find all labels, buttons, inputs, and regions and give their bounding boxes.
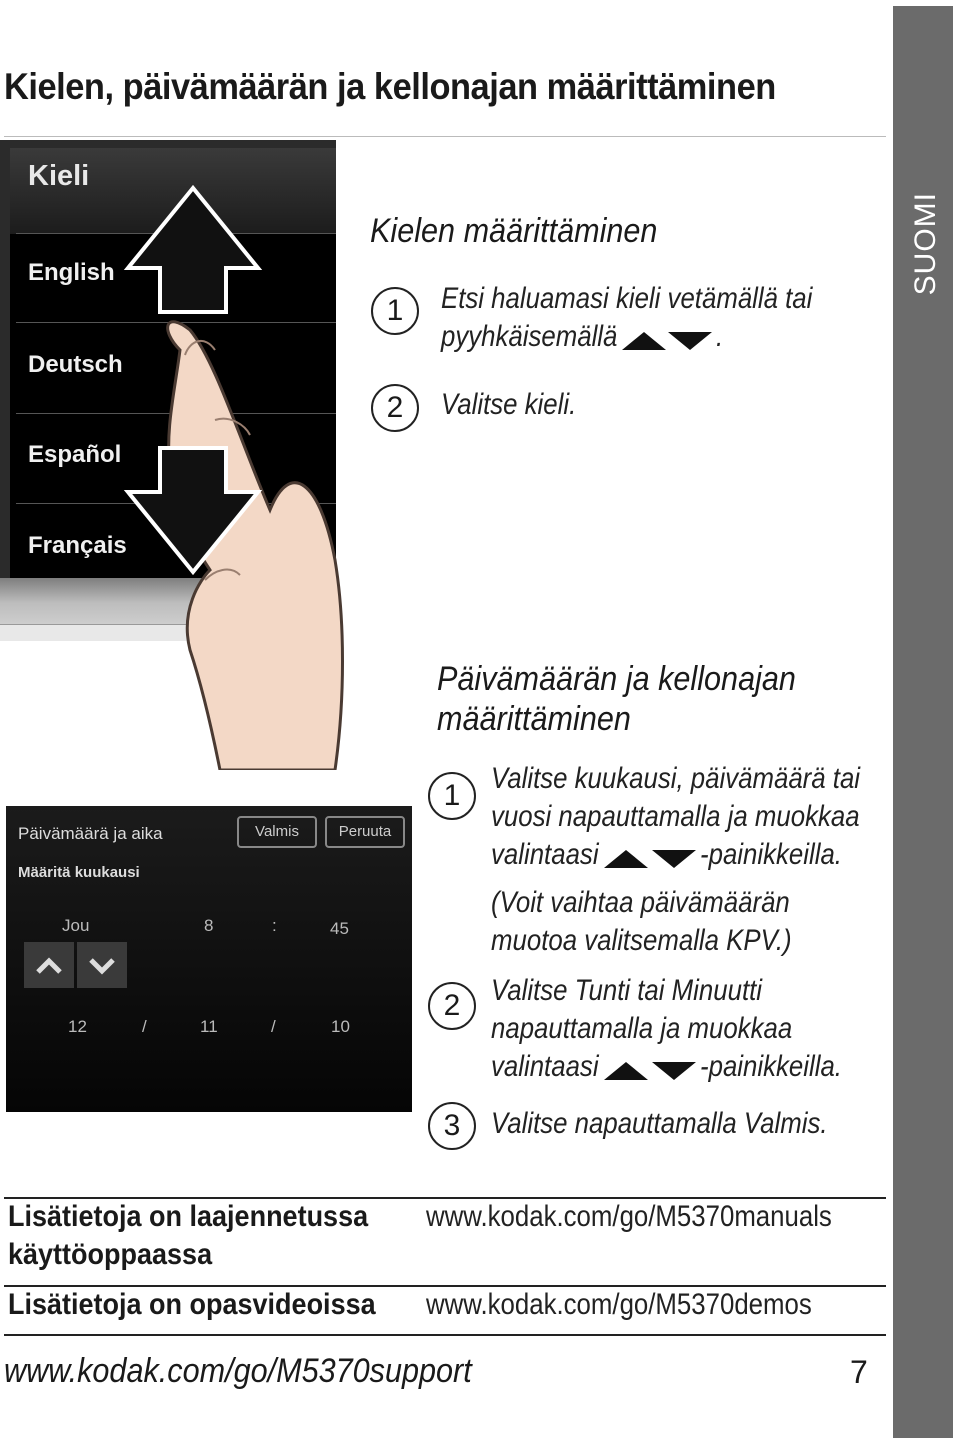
table-rule-bottom bbox=[4, 1334, 886, 1336]
step-text: -painikkeilla. bbox=[700, 1050, 842, 1083]
manuals-link[interactable]: www.kodak.com/go/M5370manuals bbox=[426, 1200, 832, 1233]
step-text: muotoa valitsemalla KPV.) bbox=[491, 924, 792, 957]
support-link[interactable]: www.kodak.com/go/M5370support bbox=[4, 1352, 472, 1390]
step-number: 1 bbox=[371, 287, 419, 335]
up-down-arrows-icon bbox=[604, 1060, 696, 1082]
table-rule-top bbox=[4, 1197, 886, 1199]
increment-button[interactable] bbox=[24, 942, 74, 988]
page-number: 7 bbox=[850, 1354, 868, 1390]
step-number: 2 bbox=[371, 384, 419, 432]
videos-label: Lisätietoja on opasvideoissa bbox=[8, 1288, 376, 1321]
language-screen-title: Kieli bbox=[28, 160, 90, 192]
step-text: Valitse napauttamalla Valmis. bbox=[491, 1107, 828, 1140]
chevron-down-icon bbox=[77, 942, 127, 988]
chevron-up-icon bbox=[24, 942, 74, 988]
date-section-heading: määrittäminen bbox=[437, 700, 631, 738]
step-number: 3 bbox=[428, 1102, 476, 1150]
swipe-gesture-illustration bbox=[120, 180, 350, 770]
step-text: Etsi haluamasi kieli vetämällä tai bbox=[441, 282, 813, 315]
date-separator: / bbox=[271, 1017, 276, 1036]
step-text: Valitse Tunti tai Minuutti bbox=[491, 974, 763, 1007]
minute-field[interactable]: 45 bbox=[330, 919, 349, 938]
step-number: 2 bbox=[428, 982, 476, 1030]
step-text: valintaasi bbox=[491, 838, 599, 871]
language-tab bbox=[893, 6, 953, 1438]
hour-field[interactable]: 8 bbox=[204, 916, 214, 935]
table-rule bbox=[4, 1285, 886, 1287]
date-screen-subtitle: Määritä kuukausi bbox=[18, 864, 140, 881]
month-field[interactable]: Jou bbox=[62, 916, 90, 935]
date-screen-title: Päivämäärä ja aika bbox=[18, 824, 163, 843]
language-item-espanol[interactable]: Español bbox=[28, 441, 122, 468]
step-number: 1 bbox=[428, 772, 476, 820]
title-divider bbox=[4, 136, 886, 137]
step-text: napauttamalla ja muokkaa bbox=[491, 1012, 793, 1045]
language-item-english[interactable]: English bbox=[28, 259, 115, 286]
step-text: vuosi napauttamalla ja muokkaa bbox=[491, 800, 860, 833]
step-text: valintaasi bbox=[491, 1050, 599, 1083]
language-item-francais[interactable]: Français bbox=[28, 532, 127, 559]
up-down-arrows-icon bbox=[604, 848, 696, 870]
time-separator: : bbox=[272, 916, 277, 935]
step-text: -painikkeilla. bbox=[700, 838, 842, 871]
date-section-heading: Päivämäärän ja kellonajan bbox=[437, 660, 796, 698]
language-item-deutsch[interactable]: Deutsch bbox=[28, 351, 123, 378]
page-title: Kielen, päivämäärän ja kellonajan määrittäminen bbox=[4, 66, 776, 107]
step-text: Valitse kieli. bbox=[441, 388, 577, 421]
cancel-button[interactable]: Peruuta bbox=[325, 816, 405, 848]
demos-link[interactable]: www.kodak.com/go/M5370demos bbox=[426, 1288, 812, 1321]
language-section-heading: Kielen määrittäminen bbox=[370, 212, 658, 250]
day-field[interactable]: 12 bbox=[68, 1017, 87, 1036]
up-down-arrows-icon bbox=[622, 330, 712, 352]
step-text: (Voit vaihtaa päivämäärän bbox=[491, 886, 790, 919]
step-text: . bbox=[716, 320, 724, 353]
date-separator: / bbox=[142, 1017, 147, 1036]
date-field[interactable]: 11 bbox=[200, 1017, 218, 1036]
manuals-label: Lisätietoja on laajennetussa bbox=[8, 1200, 369, 1233]
step-text: Valitse kuukausi, päivämäärä tai bbox=[491, 762, 861, 795]
step-text: pyyhkäisemällä bbox=[441, 320, 618, 353]
year-field[interactable]: 10 bbox=[331, 1017, 350, 1036]
manuals-label: käyttöoppaassa bbox=[8, 1238, 213, 1271]
language-tab-label: SUOMI bbox=[909, 192, 942, 296]
done-button[interactable]: Valmis bbox=[237, 816, 317, 848]
swipe-up-arrow-icon bbox=[128, 188, 258, 312]
decrement-button[interactable] bbox=[77, 942, 127, 988]
